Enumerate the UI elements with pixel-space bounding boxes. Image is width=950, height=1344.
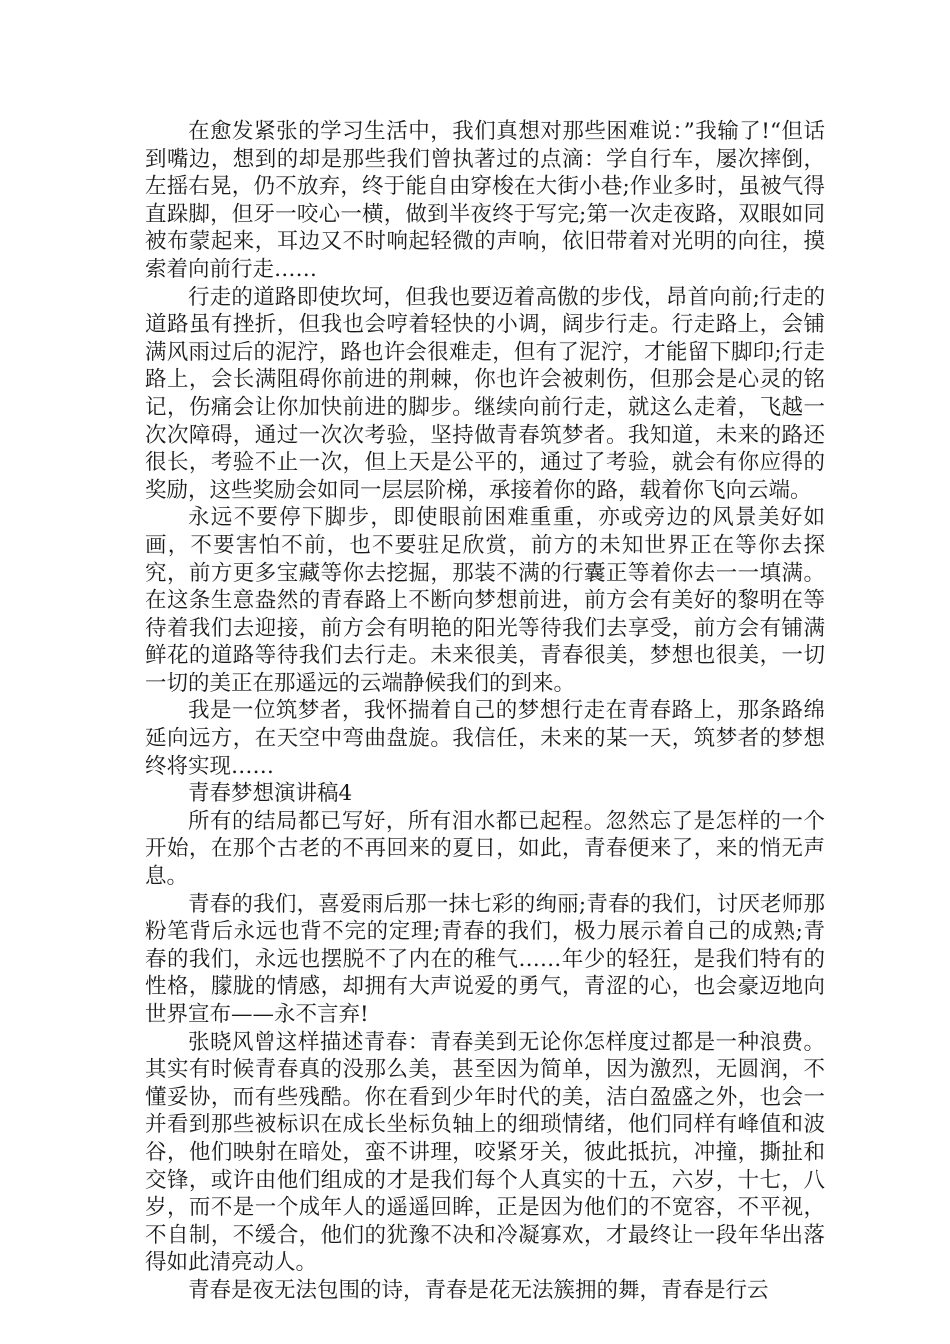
paragraph-8: 青春是夜无法包围的诗，青春是花无法簇拥的舞，青春是行云 — [188, 1277, 769, 1303]
paragraph-1: 在愈发紧张的学习生活中，我们真想对那些困难说：”我输了!“但话到嘴边，想到的却是那些我们曾执著过的点滴：学自行车，屡次摔倒，左摇右晃，仍不放弃，终于能自由穿梭在大街小巷;作业多时，虽被气得直跺脚，但牙一咬心一横，做到半夜终于写完;第一次走夜路，双眼如同被布蒙起来，耳边又不时响起轻微的声响，依旧带着对光明的向往，摸索着向前行走…… — [145, 119, 825, 282]
paragraph-2: 行走的道路即使坎坷，但我也要迈着高傲的步伐，昂首向前;行走的道路虽有挫折，但我也会哼着轻快的小调，阔步行走。行走路上，会铺满风雨过后的泥泞，路也许会很难走，但有了泥泞，才能留下脚印;行走路上，会长满阻碍你前进的荆棘，你也许会被刺伤，但那会是心灵的铭记，伤痛会让你加快前进的脚步。继续向前行走，就这么走着，飞越一次次障碍，通过一次次考验，坚持做青春筑梦者。我知道，未来的路还很长，考验不止一次，但上天是公平的，通过了考验，就会有你应得的奖励，这些奖励会如同一层层阶梯，承接着你的路，载着你飞向云端。 — [145, 284, 825, 503]
paragraph-4: 我是一位筑梦者，我怀揣着自己的梦想行走在青春路上，那条路绵延向远方，在天空中弯曲盘旋。我信任，未来的某一天，筑梦者的梦想终将实现…… — [145, 698, 825, 779]
paragraph-3: 永远不要停下脚步，即使眼前困难重重，亦或旁边的风景美好如画，不要害怕不前，也不要驻足欣赏，前方的未知世界正在等你去探究，前方更多宝藏等你去挖掘，那装不满的行囊正等着你去一一填满。在这条生意盎然的青春路上不断向梦想前进，前方会有美好的黎明在等待着我们去迎接，前方会有明艳的阳光等待我们去享受，前方会有铺满鲜花的道路等待我们去行走。未来很美，青春很美，梦想也很美，一切一切的美正在那遥远的云端静候我们的到来。 — [145, 505, 825, 696]
document-page — [145, 118, 825, 1305]
section-heading: 青春梦想演讲稿4 — [188, 781, 353, 807]
paragraph-6: 青春的我们，喜爱雨后那一抹七彩的绚丽;青春的我们，讨厌老师那粉笔背后永远也背不完的定理;青春的我们，极力展示着自己的成熟;青春的我们，永远也摆脱不了内在的稚气……年少的轻狂，是我们特有的性格，朦胧的情感，却拥有大声说爱的勇气，青涩的心，也会豪迈地向世界宣布——永不言弃! — [145, 891, 825, 1027]
paragraph-5: 所有的结局都已写好，所有泪水都已起程。忽然忘了是怎样的一个开始，在那个古老的不再回来的夏日，如此，青春便来了，来的悄无声息。 — [145, 808, 825, 890]
paragraph-7: 张晓风曾这样描述青春：青春美到无论你怎样度过都是一种浪费。其实有时候青春真的没那么美，甚至因为简单，因为激烈，无圆润，不懂妥协，而有些残酷。你在看到少年时代的美，洁白盈盛之外，也会一并看到那些被标识在成长坐标负轴上的细琐情绪，他们同样有峰值和波谷，他们映射在暗处，蛮不讲理，咬紧牙关，彼此抵抗，冲撞，撕扯和交锋，或许由他们组成的才是我们每个人真实的十五，六岁，十七，八岁，而不是一个成年人的遥遥回眸，正是因为他们的不宽容，不平视，不自制，不缓合，他们的犹豫不决和冷凝寡欢，才最终让一段年华出落得如此清亮动人。 — [145, 1029, 825, 1276]
